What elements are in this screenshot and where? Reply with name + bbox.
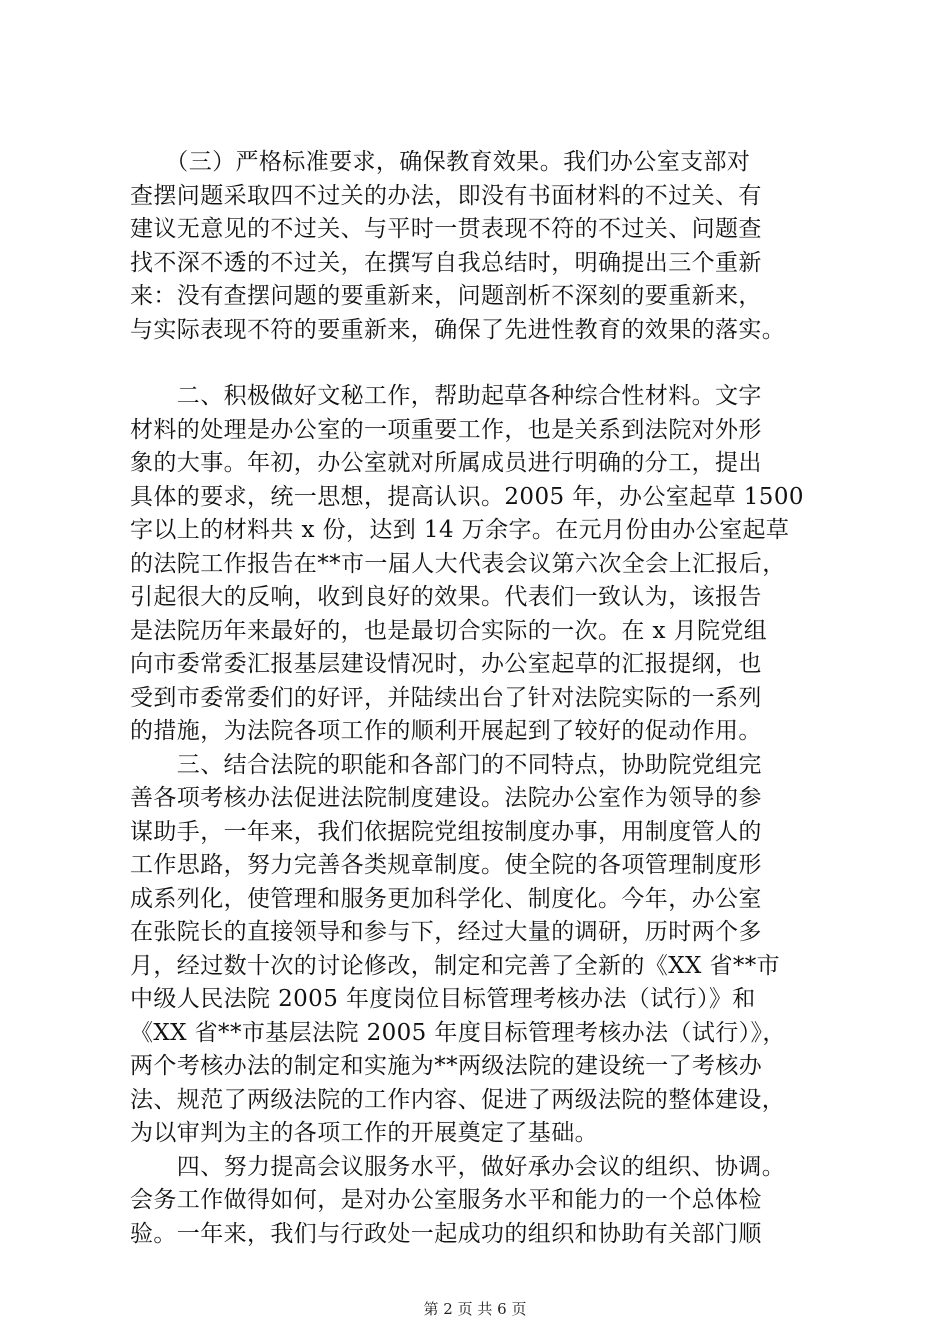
document-body: [130, 146, 835, 1251]
paragraph-secretarial-work: 二、积极做好文秘工作，帮助起草各种综合性材料。文字 材料的处理是办公室的一项重要工作，也是关系到法院对外形 象的大事。年初，办公室就对所属成员进行明确的分工，提出 具体的要求，统一思想，提高认识。2005 年，办公室起草 1500 字以上的材料共 x 份，达到 14 万余字。在元月份由办公室起草 的法院工作报告在**市一届人大代表会议第六次全会上汇报后， 引起很大的反响，收到良好的效果。代表们一致认为，该报告 是法院历年来最好的，也是最切合实际的一次。在 x 月院党组 向市委常委汇报基层建设情况时，办公室起草的汇报提纲，也 受到市委常委们的好评，并陆续出台了针对法院实际的一系列 的措施，为法院各项工作的顺利开展起到了较好的促动作用。: [130, 383, 804, 744]
paragraph-meeting-service: 四、努力提高会议服务水平，做好承办会议的组织、协调。 会务工作做得如何，是对办公室服务水平和能力的一个总体检 验。一年来，我们与行政处一起成功的组织和协助有关部门顺: [130, 1153, 786, 1247]
page-number-footer: 第 2 页 共 6 页: [423, 1300, 527, 1318]
paragraph-education-standards: （三）严格标准要求，确保教育效果。我们办公室支部对 查摆问题采取四不过关的办法，即没有书面材料的不过关、有 建议无意见的不过关、与平时一贯表现不符的不过关、问题查 找不深不透的不过关，在撰写自我总结时，明确提出三个重新 来：没有查摆问题的要重新来，问题剖析不深刻的要重新来， 与实际表现不符的要重新来，确保了先进性教育的效果的落实。: [130, 149, 786, 343]
paragraph-assessment-system: 三、结合法院的职能和各部门的不同特点，协助院党组完 善各项考核办法促进法院制度建设。法院办公室作为领导的参 谋助手，一年来，我们依据院党组按制度办事，用制度管人的 工作思路，努力完善各类规章制度。使全院的各项管理制度形 成系列化，使管理和服务更加科学化、制度化。今年，办公室 在张院长的直接领导和参与下，经过大量的调研，历时两个多 月，经过数十次的讨论修改，制定和完善了全新的《XX 省**市 中级人民法院 2005 年度岗位目标管理考核办法（试行）》和 《XX 省**市基层法院 2005 年度目标管理考核办法（试行）》， 两个考核办法的制定和实施为**两级法院的建设统一了考核办 法、规范了两级法院的工作内容、促进了两级法院的整体建设， 为以审判为主的各项工作的开展奠定了基础。: [130, 751, 786, 1146]
